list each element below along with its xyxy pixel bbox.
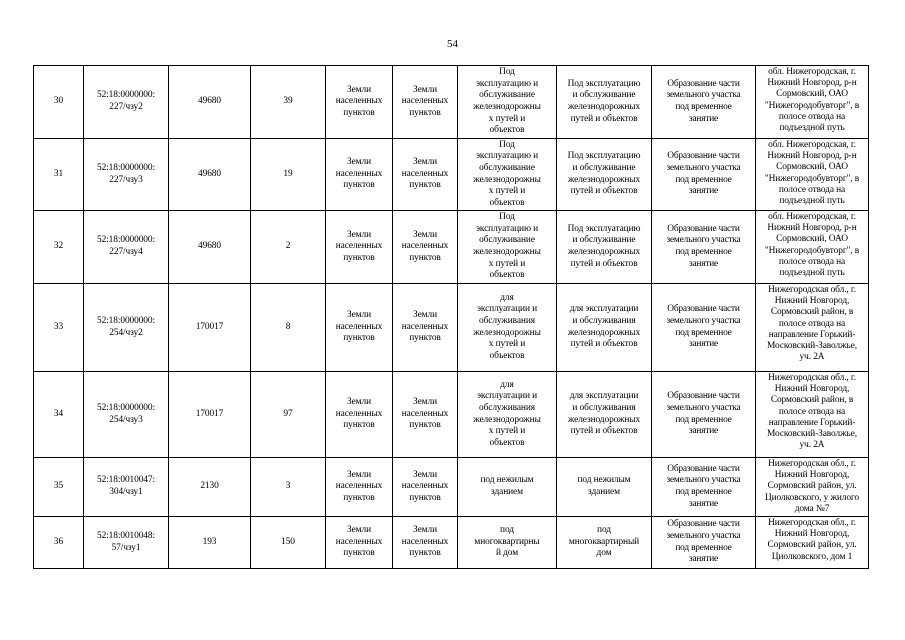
actual-use-cell: Под эксплуатацию и обслуживание железнодорожных путей и объектов <box>557 139 652 211</box>
land-category-cell: Земли населенных пунктов <box>326 458 393 517</box>
total-area-cell: 2130 <box>169 458 251 517</box>
page-number: 54 <box>447 38 458 50</box>
table-row <box>34 458 869 517</box>
part-area-cell: 97 <box>251 372 326 458</box>
row-number-cell: 36 <box>34 517 84 569</box>
actual-use-cell: Под эксплуатацию и обслуживание железнодорожных путей и объектов <box>557 66 652 139</box>
purpose-cell: Образование части земельного участка под временное занятие <box>652 139 756 211</box>
land-category-cell-2: Земли населенных пунктов <box>393 517 458 569</box>
actual-use-cell: для эксплуатации и обслуживания железнодорожных путей и объектов <box>557 284 652 372</box>
table-body <box>34 66 869 569</box>
land-category-cell: Земли населенных пунктов <box>326 517 393 569</box>
land-category-cell: Земли населенных пунктов <box>326 66 393 139</box>
purpose-cell: Образование части земельного участка под временное занятие <box>652 211 756 284</box>
address-cell: Нижегородская обл., г. Нижний Новгород, Сормовский район, ул. Циолковского, дом 1 <box>756 517 869 569</box>
actual-use-cell: Под эксплуатацию и обслуживание железнодорожных путей и объектов <box>557 211 652 284</box>
part-area-cell: 150 <box>251 517 326 569</box>
land-category-cell-2: Земли населенных пунктов <box>393 458 458 517</box>
land-category-cell-2: Земли населенных пунктов <box>393 66 458 139</box>
table-row <box>34 139 869 211</box>
actual-use-cell: под нежилым зданием <box>557 458 652 517</box>
permitted-use-cell: для эксплуатации и обслуживания железнодорожны х путей и объектов <box>458 284 557 372</box>
cadastral-number-cell: 52:18:0000000: 227/чзу4 <box>84 211 169 284</box>
row-number-cell: 35 <box>34 458 84 517</box>
cadastral-number-cell: 52:18:0000000: 227/чзу3 <box>84 139 169 211</box>
total-area-cell: 49680 <box>169 139 251 211</box>
land-category-cell: Земли населенных пунктов <box>326 372 393 458</box>
part-area-cell: 19 <box>251 139 326 211</box>
row-number-cell: 30 <box>34 66 84 139</box>
address-cell: Нижегородская обл., г. Нижний Новгород, Сормовский район, в полосе отвода на направление Горький- Московский-Заволжье, уч. 2А <box>756 372 869 458</box>
cadastral-number-cell: 52:18:0000000: 254/чзу3 <box>84 372 169 458</box>
actual-use-cell: для эксплуатации и обслуживания железнодорожных путей и объектов <box>557 372 652 458</box>
part-area-cell: 8 <box>251 284 326 372</box>
address-cell: обл. Нижегородская, г. Нижний Новгород, р-н Сормовский, ОАО "Нижегородобувторг", в полосе отвода на подъездной путь <box>756 139 869 211</box>
purpose-cell: Образование части земельного участка под временное занятие <box>652 517 756 569</box>
permitted-use-cell: под нежилым зданием <box>458 458 557 517</box>
row-number-cell: 31 <box>34 139 84 211</box>
total-area-cell: 49680 <box>169 66 251 139</box>
total-area-cell: 193 <box>169 517 251 569</box>
table-row <box>34 517 869 569</box>
land-category-cell-2: Земли населенных пунктов <box>393 139 458 211</box>
land-category-cell-2: Земли населенных пунктов <box>393 372 458 458</box>
total-area-cell: 170017 <box>169 372 251 458</box>
land-parcels-table <box>33 65 869 569</box>
total-area-cell: 170017 <box>169 284 251 372</box>
row-number-cell: 34 <box>34 372 84 458</box>
purpose-cell: Образование части земельного участка под временное занятие <box>652 372 756 458</box>
address-cell: Нижегородская обл., г. Нижний Новгород, Сормовский район, ул. Циолковского, у жилого дома №7 <box>756 458 869 517</box>
cadastral-number-cell: 52:18:0000000: 227/чзу2 <box>84 66 169 139</box>
permitted-use-cell: Под эксплуатацию и обслуживание железнодорожны х путей и объектов <box>458 211 557 284</box>
purpose-cell: Образование части земельного участка под временное занятие <box>652 458 756 517</box>
purpose-cell: Образование части земельного участка под временное занятие <box>652 284 756 372</box>
permitted-use-cell: для эксплуатации и обслуживания железнодорожны х путей и объектов <box>458 372 557 458</box>
table-row <box>34 211 869 284</box>
part-area-cell: 3 <box>251 458 326 517</box>
table-row <box>34 66 869 139</box>
land-category-cell: Земли населенных пунктов <box>326 139 393 211</box>
permitted-use-cell: Под эксплуатацию и обслуживание железнодорожны х путей и объектов <box>458 66 557 139</box>
permitted-use-cell: Под эксплуатацию и обслуживание железнодорожны х путей и объектов <box>458 139 557 211</box>
table-row <box>34 284 869 372</box>
address-cell: обл. Нижегородская, г. Нижний Новгород, р-н Сормовский, ОАО "Нижегородобувторг", в полосе отвода на подъездной путь <box>756 66 869 139</box>
purpose-cell: Образование части земельного участка под временное занятие <box>652 66 756 139</box>
row-number-cell: 32 <box>34 211 84 284</box>
address-cell: Нижегородская обл., г. Нижний Новгород, Сормовский район, в полосе отвода на направление Горький- Московский-Заволжье, уч. 2А <box>756 284 869 372</box>
total-area-cell: 49680 <box>169 211 251 284</box>
part-area-cell: 2 <box>251 211 326 284</box>
land-category-cell: Земли населенных пунктов <box>326 284 393 372</box>
row-number-cell: 33 <box>34 284 84 372</box>
land-category-cell: Земли населенных пунктов <box>326 211 393 284</box>
table-row <box>34 372 869 458</box>
permitted-use-cell: под многоквартирны й дом <box>458 517 557 569</box>
part-area-cell: 39 <box>251 66 326 139</box>
land-category-cell-2: Земли населенных пунктов <box>393 284 458 372</box>
actual-use-cell: под многоквартирный дом <box>557 517 652 569</box>
cadastral-number-cell: 52:18:0010048: 57/чзу1 <box>84 517 169 569</box>
land-category-cell-2: Земли населенных пунктов <box>393 211 458 284</box>
cadastral-number-cell: 52:18:0010047: 304/чзу1 <box>84 458 169 517</box>
address-cell: обл. Нижегородская, г. Нижний Новгород, р-н Сормовский, ОАО "Нижегородобувторг", в полосе отвода на подъездной путь <box>756 211 869 284</box>
cadastral-number-cell: 52:18:0000000: 254/чзу2 <box>84 284 169 372</box>
